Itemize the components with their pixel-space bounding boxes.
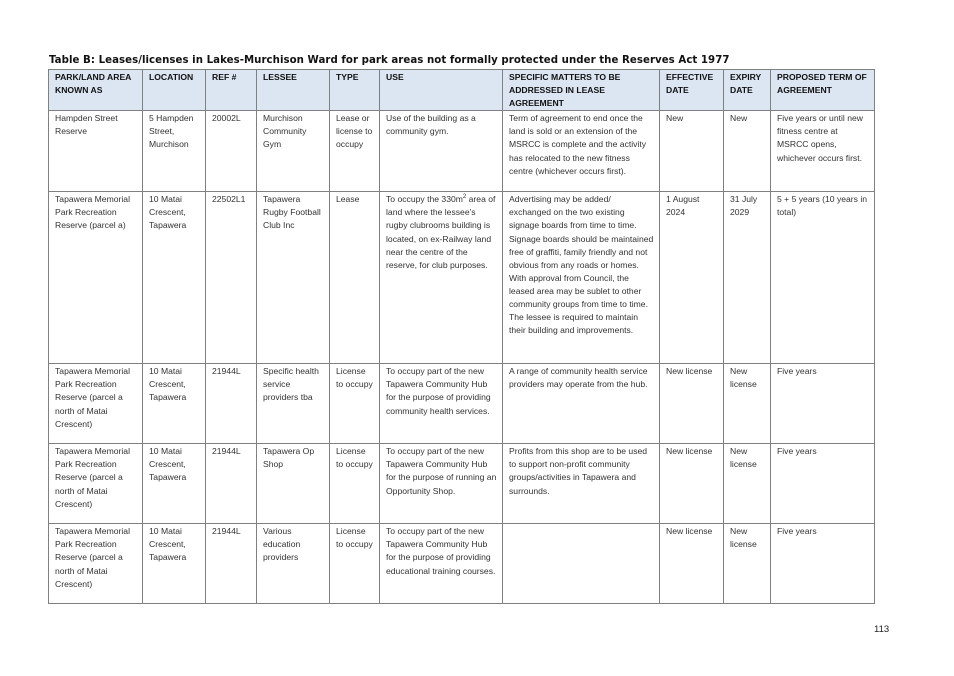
column-header: PROPOSED TERM OF AGREEMENT — [771, 70, 875, 111]
cell-proposed-term: Five years — [771, 444, 875, 524]
cell-location: 5 Hampden Street, Murchison — [143, 111, 206, 192]
cell-matters: Term of agreement to end once the land is sold or an extension of the MSRCC is complete and the activity has relocated to the new fitness centre (whichever occurs first). — [503, 111, 660, 192]
column-header: LOCATION — [143, 70, 206, 111]
table-row — [49, 192, 875, 364]
cell-park: Tapawera Memorial Park Recreation Reserve (parcel a north of Matai Crescent) — [49, 444, 143, 524]
cell-type: Lease or license to occupy — [330, 111, 380, 192]
cell-lessee: Specific health service providers tba — [257, 364, 330, 444]
cell-matters: Profits from this shop are to be used to support non-profit community groups/activities in Tapawera and surrounds. — [503, 444, 660, 524]
cell-effective-date: New license — [660, 444, 724, 524]
cell-expiry-date: New license — [724, 524, 771, 604]
cell-effective-date: New license — [660, 364, 724, 444]
cell-park: Tapawera Memorial Park Recreation Reserve (parcel a) — [49, 192, 143, 364]
table-header-row — [49, 70, 875, 111]
cell-proposed-term: Five years or until new fitness centre at MSRCC opens, whichever occurs first. — [771, 111, 875, 192]
cell-use: Use of the building as a community gym. — [380, 111, 503, 192]
cell-ref: 21944L — [206, 444, 257, 524]
table-row — [49, 444, 875, 524]
cell-lessee: Various education providers — [257, 524, 330, 604]
column-header: REF # — [206, 70, 257, 111]
cell-ref: 21944L — [206, 524, 257, 604]
table-caption: Table B: Leases/licenses in Lakes-Murchison Ward for park areas not formally protected under the Reserves Act 1977 — [49, 55, 730, 66]
matters-paragraph: With approval from Council, the leased area may be sublet to other community groups from time to time. The lessee is required to maintain their building and improvements. — [509, 272, 648, 336]
cell-type: License to occupy — [330, 524, 380, 604]
cell-matters — [503, 192, 660, 364]
column-header: TYPE — [330, 70, 380, 111]
column-header: EXPIRY DATE — [724, 70, 771, 111]
cell-proposed-term: Five years — [771, 364, 875, 444]
cell-park: Tapawera Memorial Park Recreation Reserve (parcel a north of Matai Crescent) — [49, 364, 143, 444]
cell-ref: 20002L — [206, 111, 257, 192]
cell-park: Hampden Street Reserve — [49, 111, 143, 192]
cell-proposed-term: Five years — [771, 524, 875, 604]
cell-matters: A range of community health service providers may operate from the hub. — [503, 364, 660, 444]
table-row — [49, 364, 875, 444]
cell-effective-date: 1 August 2024 — [660, 192, 724, 364]
column-header: PARK/LAND AREA KNOWN AS — [49, 70, 143, 111]
cell-lessee: Tapawera Rugby Football Club Inc — [257, 192, 330, 364]
cell-use: To occupy part of the new Tapawera Community Hub for the purpose of running an Opportunity Shop. — [380, 444, 503, 524]
cell-lessee: Murchison Community Gym — [257, 111, 330, 192]
column-header: EFFECTIVE DATE — [660, 70, 724, 111]
cell-location: 10 Matai Crescent, Tapawera — [143, 444, 206, 524]
leases-table — [48, 69, 875, 604]
cell-lessee: Tapawera Op Shop — [257, 444, 330, 524]
table-row — [49, 524, 875, 604]
cell-location: 10 Matai Crescent, Tapawera — [143, 364, 206, 444]
column-header: LESSEE — [257, 70, 330, 111]
cell-type: Lease — [330, 192, 380, 364]
cell-type: License to occupy — [330, 444, 380, 524]
cell-expiry-date: 31 July 2029 — [724, 192, 771, 364]
cell-use: To occupy part of the new Tapawera Community Hub for the purpose of providing community health services. — [380, 364, 503, 444]
matters-paragraph: Advertising may be added/ exchanged on the two existing signage boards from time to time. Signage boards should be maintained free of graffiti, family friendly and not obvious from any roads or homes. — [509, 194, 654, 270]
page-number: 113 — [874, 624, 890, 635]
cell-use: To occupy part of the new Tapawera Community Hub for the purpose of providing educational training courses. — [380, 524, 503, 604]
cell-park: Tapawera Memorial Park Recreation Reserve (parcel a north of Matai Crescent) — [49, 524, 143, 604]
use-text-start: To occupy the 330m — [386, 194, 463, 205]
table-row — [49, 111, 875, 192]
cell-effective-date: New license — [660, 524, 724, 604]
column-header: SPECIFIC MATTERS TO BE ADDRESSED IN LEASE AGREEMENT — [503, 70, 660, 111]
superscript: 2 — [462, 194, 467, 201]
cell-use — [380, 192, 503, 364]
cell-type: License to occupy — [330, 364, 380, 444]
cell-expiry-date: New license — [724, 444, 771, 524]
cell-location: 10 Matai Crescent, Tapawera — [143, 192, 206, 364]
cell-matters — [503, 524, 660, 604]
column-header: USE — [380, 70, 503, 111]
cell-effective-date: New — [660, 111, 724, 192]
use-text-end: area of land where the lessee's rugby clubrooms building is located, on ex-Railway land near the centre of the reserve, for club purposes. — [386, 194, 496, 270]
cell-ref: 22502L1 — [206, 192, 257, 364]
cell-proposed-term: 5 + 5 years (10 years in total) — [771, 192, 875, 364]
cell-ref: 21944L — [206, 364, 257, 444]
cell-expiry-date: New — [724, 111, 771, 192]
cell-location: 10 Matai Crescent, Tapawera — [143, 524, 206, 604]
cell-expiry-date: New license — [724, 364, 771, 444]
